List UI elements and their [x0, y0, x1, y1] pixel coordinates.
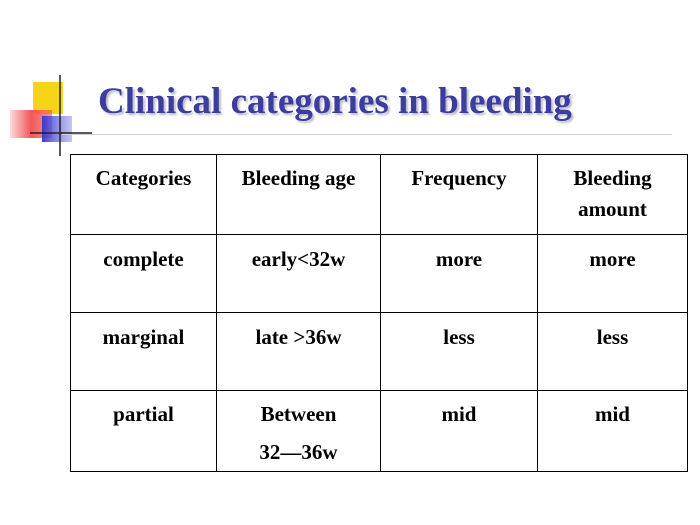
cell-bleeding-age: late >36w: [217, 313, 381, 391]
cell-category: partial: [71, 391, 217, 472]
header-text-line2: amount: [578, 197, 647, 221]
table-row: [71, 313, 688, 391]
cell-frequency: mid: [381, 391, 538, 472]
yellow-square: [33, 82, 63, 114]
table-row: [71, 391, 688, 472]
cell-bleeding-amount: less: [538, 313, 688, 391]
cell-category: complete: [71, 235, 217, 313]
slide-title: Clinical categories in bleeding: [98, 81, 572, 122]
table-row: [71, 235, 688, 313]
cell-bleeding-age: early<32w: [217, 235, 381, 313]
header-text-line1: Bleeding: [573, 166, 652, 190]
title-underline: [62, 134, 672, 135]
bleeding-categories-table: [70, 154, 688, 472]
header-text: Bleeding age: [241, 166, 356, 190]
header-text: Frequency: [411, 166, 507, 190]
header-cell-frequency: [381, 155, 538, 235]
header-cell-bleeding-age: [217, 155, 381, 235]
cell-category: marginal: [71, 313, 217, 391]
cell-bleeding-amount: more: [538, 235, 688, 313]
cell-bleeding-amount: mid: [538, 391, 688, 472]
cell-bleeding-age-line2: 32—36w: [259, 440, 338, 464]
table-header-row: [71, 155, 688, 235]
header-text: Categories: [95, 166, 192, 190]
decorative-squares-logo: [0, 70, 100, 160]
header-cell-categories: [71, 155, 217, 235]
header-cell-bleeding-amount: [538, 155, 688, 235]
blue-square: [42, 116, 72, 142]
cell-bleeding-age-line1: Between: [260, 402, 337, 426]
cell-bleeding-age: [217, 391, 381, 472]
cell-frequency: less: [381, 313, 538, 391]
cell-frequency: more: [381, 235, 538, 313]
